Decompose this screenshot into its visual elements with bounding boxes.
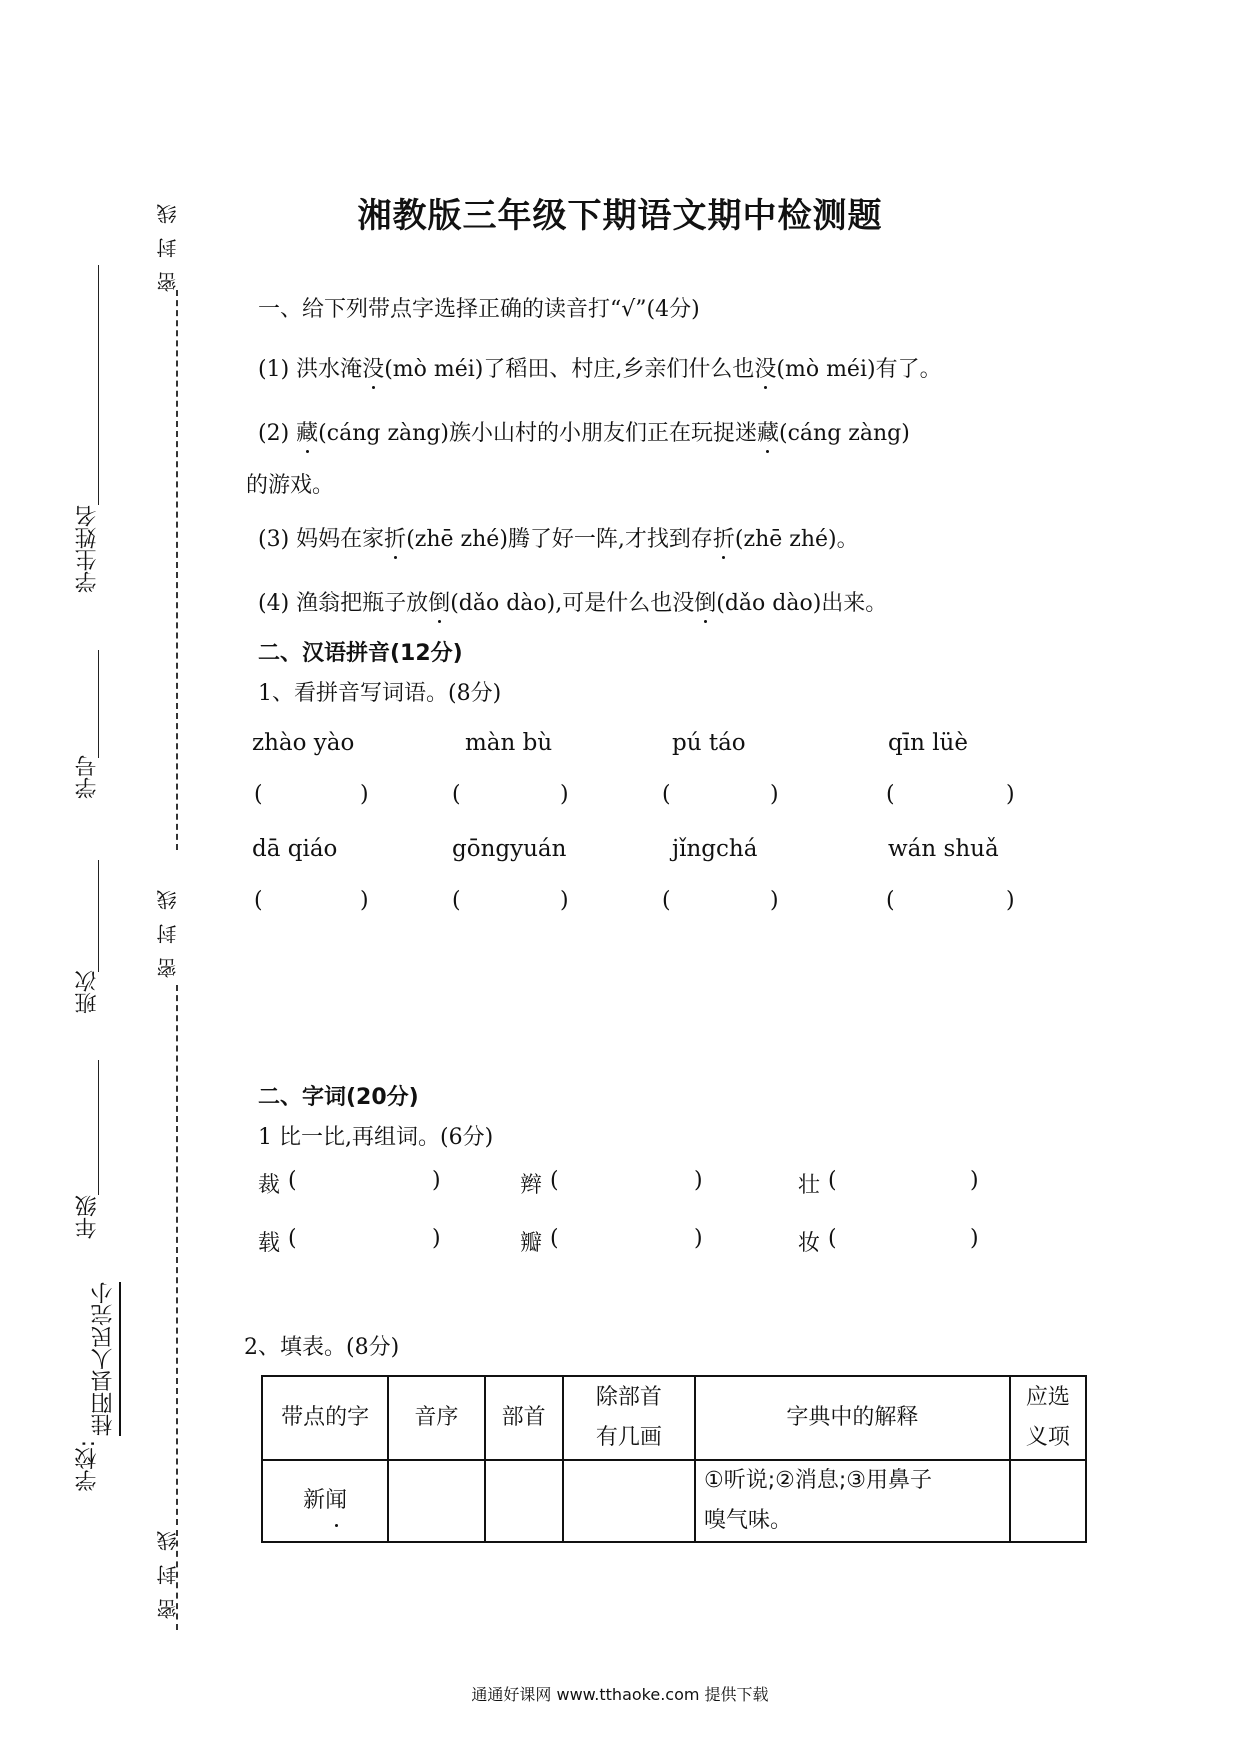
name-underline (98, 265, 99, 505)
table-cell-empty[interactable] (388, 1460, 484, 1542)
pinyin-2-2: gōngyuán (452, 836, 567, 862)
fill-table (261, 1375, 1087, 1543)
compare-2-3-close: ) (970, 1226, 979, 1251)
compare-1-2-close: ) (694, 1168, 703, 1193)
answer-box-1-4-close: ) (1006, 782, 1015, 807)
answer-box-2-3-close: ) (770, 888, 779, 913)
section1-item-2-continued: 的游戏。 (246, 473, 335, 498)
compare-2-2-close: ) (694, 1226, 703, 1251)
answer-box-2-4-close: ) (1006, 888, 1015, 913)
pinyin-2-3: jǐngchá (672, 836, 758, 862)
table-cell-empty[interactable] (563, 1460, 695, 1542)
answer-box-1-4-open: ( (886, 782, 895, 807)
compare-2-1-close: ) (432, 1226, 441, 1251)
section1-item-3: (3) 妈妈在家折(zhē zhé)腾了好一阵,才找到存折(zhē zhé)。 (258, 522, 859, 553)
seal-line-text-bottom: 密封线 (156, 1517, 180, 1619)
section3-sub1: 1 比一比,再组词。(6分) (258, 1125, 494, 1150)
section1-item-1: (1) 洪水淹没(mò méi)了稻田、村庄,乡亲们什么也没(mò méi)有了。 (258, 352, 942, 383)
number-label: 学号 (75, 755, 100, 799)
compare-2-3-char: 妆 (798, 1231, 821, 1256)
answer-box-2-1-open: ( (254, 888, 263, 913)
answer-box-2-2-open: ( (452, 888, 461, 913)
compare-1-3-close: ) (970, 1168, 979, 1193)
grade-underline (98, 1060, 99, 1195)
table-header-cell: 带点的字 (262, 1376, 388, 1460)
compare-1-2-open: ( (550, 1168, 559, 1193)
table-header-cell: 应选 义项 (1010, 1376, 1086, 1460)
section2-sub1: 1、看拼音写词语。(8分) (258, 681, 502, 706)
answer-box-2-3-open: ( (662, 888, 671, 913)
answer-box-1-3-close: ) (770, 782, 779, 807)
table-header-row (262, 1376, 1086, 1460)
seal-line-text-middle: 密封线 (156, 876, 180, 978)
answer-box-1-3-open: ( (662, 782, 671, 807)
compare-2-1-open: ( (288, 1226, 297, 1251)
footer: 通通好课网 www.tthaoke.com 提供下载 (471, 1685, 769, 1704)
seal-dashed-line-bottom (176, 1530, 178, 1630)
seal-dashed-line-top (176, 290, 178, 850)
seal-dashed-line-middle (176, 985, 178, 1525)
pinyin-1-2: màn bù (465, 730, 553, 756)
pinyin-1-1: zhào yào (252, 730, 355, 756)
grade-label: 年级 (75, 1195, 100, 1239)
table-cell-explanation: ①听说;②消息;③用鼻子 嗅气味。 (695, 1460, 1010, 1542)
page-title: 湘教版三年级下期语文期中检测题 (357, 196, 883, 236)
table-row (262, 1460, 1086, 1542)
section1-item-4: (4) 渔翁把瓶子放倒(dǎo dào),可是什么也没倒(dǎo dào)出来。 (258, 586, 887, 617)
section1-heading: 一、给下列带点字选择正确的读音打“√”(4分) (258, 297, 700, 322)
compare-1-3-char: 壮 (798, 1173, 821, 1198)
seal-line-text-top: 密封线 (156, 190, 180, 292)
table-cell-word: 新闻 (262, 1460, 388, 1542)
section3-sub2: 2、填表。(8分) (244, 1335, 400, 1360)
table-cell-empty[interactable] (1010, 1460, 1086, 1542)
table-cell-empty[interactable] (485, 1460, 563, 1542)
pinyin-1-4: qīn lüè (888, 730, 968, 756)
compare-1-2-char: 辫 (520, 1173, 543, 1198)
answer-box-2-4-open: ( (886, 888, 895, 913)
pinyin-1-3: pú táo (672, 730, 746, 756)
number-underline (98, 650, 99, 758)
answer-box-1-2-close: ) (560, 782, 569, 807)
answer-box-2-1-close: ) (360, 888, 369, 913)
section3-heading: 二、字词(20分) (258, 1085, 419, 1110)
compare-1-1-char: 裁 (258, 1173, 281, 1198)
answer-box-1-1-open: ( (254, 782, 263, 807)
pinyin-2-4: wán shuǎ (888, 836, 999, 862)
compare-2-3-open: ( (828, 1226, 837, 1251)
class-underline (98, 860, 99, 972)
answer-box-1-2-open: ( (452, 782, 461, 807)
section1-item-2: (2) 藏(cáng zàng)族小山村的小朋友们正在玩捉迷藏(cáng zàng) (258, 416, 910, 447)
compare-2-2-open: ( (550, 1226, 559, 1251)
answer-box-1-1-close: ) (360, 782, 369, 807)
compare-2-2-char: 瓣 (520, 1231, 543, 1256)
name-label: 学生姓名 (75, 505, 100, 593)
compare-1-3-open: ( (828, 1168, 837, 1193)
class-label: 班次 (75, 970, 100, 1014)
table-header-cell: 部首 (485, 1376, 563, 1460)
table-header-cell: 音序 (388, 1376, 484, 1460)
school-label: 学校: (75, 1440, 100, 1492)
compare-1-1-close: ) (432, 1168, 441, 1193)
section2-heading: 二、汉语拼音(12分) (258, 641, 463, 666)
answer-box-2-2-close: ) (560, 888, 569, 913)
compare-2-1-char: 载 (258, 1231, 281, 1256)
compare-1-1-open: ( (288, 1168, 297, 1193)
table-header-cell: 除部首 有几画 (563, 1376, 695, 1460)
pinyin-2-1: dā qiáo (252, 836, 338, 862)
school-name: 桂阳县人民完小 (91, 1282, 116, 1436)
table-header-cell: 字典中的解释 (695, 1376, 1010, 1460)
